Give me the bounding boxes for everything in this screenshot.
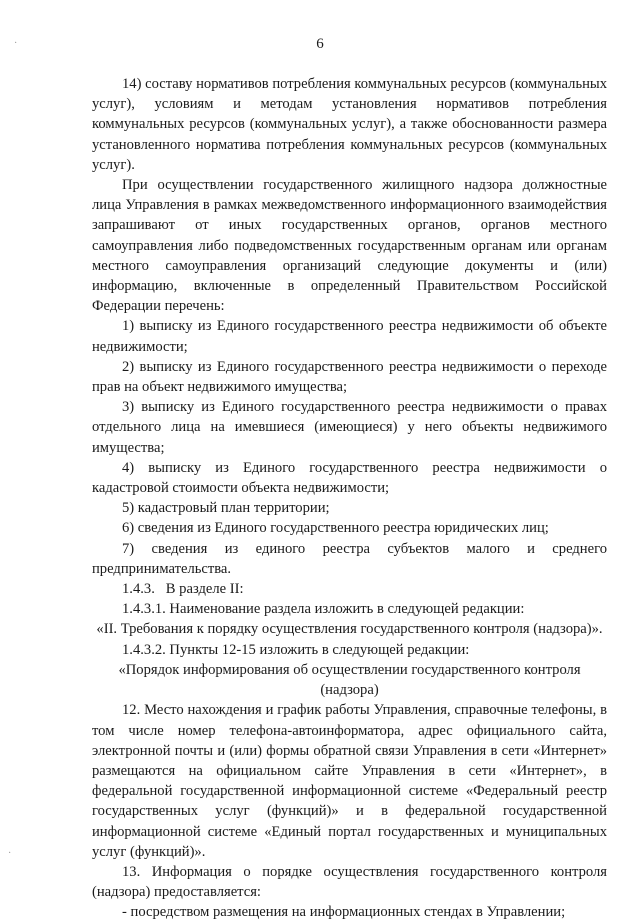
- clause-1-4-3: 1.4.3. В разделе II:: [122, 581, 244, 598]
- paragraph-item-12: 12. Место нахождения и график работы Управления, справочные телефоны, в том числе номер телефона-автоинформатора, адрес официального сайта, электронной почты и (или) формы обратной связи Управления в сети «Интернет» размещаются на официальном сайте Управления в сети «Интернет», в федеральной государственной информационной системе «Федеральный реестр государственных услуг (функций)» и в федеральной государственной информационной системе «Единый портал государственных и муниципальных услуг (функций)».: [92, 702, 607, 860]
- clause-1-4-3-1: 1.4.3.1. Наименование раздела изложить в следующей редакции:: [122, 601, 525, 618]
- list-item: 3) выписку из Единого государственного реестра недвижимости о правах отдельного лица на имевшиеся (имеющиеся) у него объекты недвижимого имущества;: [92, 399, 607, 456]
- list-item: 2) выписку из Единого государственного реестра недвижимости о переходе прав на объект недвижимого имущества;: [92, 358, 607, 396]
- paragraph-item-14: 14) составу нормативов потребления коммунальных ресурсов (коммунальных услуг), условиям и методам установления нормативов потребления коммунальных ресурсов (коммунальных услуг), а также обоснованности размера установленного норматива потребления коммунальных ресурсов (коммунальных услуг).: [92, 76, 608, 173]
- paragraph-item-13: 13. Информация о порядке осуществления государственного контроля (надзора) предоставляется:: [92, 863, 607, 901]
- list-item: 1) выписку из Единого государственного реестра недвижимости об объекте недвижимости;: [92, 318, 607, 355]
- scan-speck: ·: [14, 38, 18, 49]
- paragraph-interagency-request: При осуществлении государственного жилищного надзора должностные лица Управления в рамках межведомственного информационного взаимодействия запрашивают от иных государственных органов, органов местного самоуправления либо подведомственных государственным органам или органам местного самоуправления организаций следующие документы и (или) информацию, включенные в определенный Правительством Российской Федерации перечень:: [92, 177, 607, 315]
- list-item: - посредством размещения на информационных стендах в Управлении;: [122, 904, 566, 921]
- scan-speck: ·: [8, 848, 12, 859]
- list-item: 5) кадастровый план территории;: [122, 500, 330, 517]
- subsection-title-quote: «Порядок информирования об осуществлении государственного контроля (надзора): [118, 661, 581, 699]
- section-title-quote: «II. Требования к порядку осуществления государственного контроля (надзора)».: [96, 621, 603, 638]
- clause-1-4-3-2: 1.4.3.2. Пункты 12-15 изложить в следующей редакции:: [122, 641, 470, 658]
- list-item: 7) сведения из единого реестра субъектов малого и среднего предпринимательства.: [92, 540, 607, 577]
- list-item: 6) сведения из Единого государственного реестра юридических лиц;: [122, 520, 549, 537]
- document-body: [92, 74, 607, 923]
- list-item: 4) выписку из Единого государственного реестра недвижимости о кадастровой стоимости объекта недвижимости;: [92, 459, 607, 497]
- page-number: 6: [316, 36, 324, 52]
